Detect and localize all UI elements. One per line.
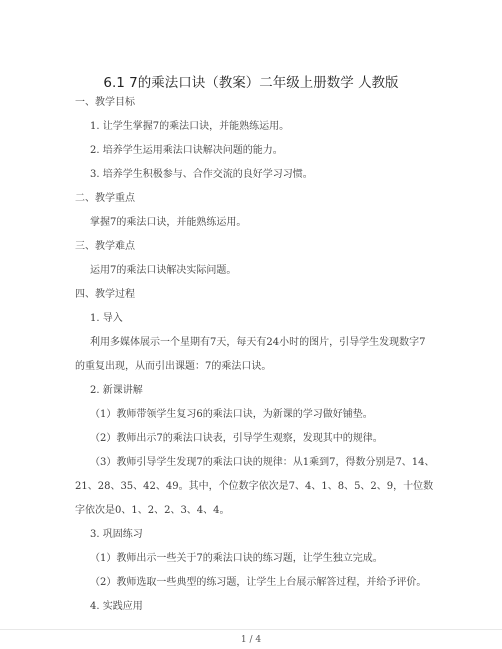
new-lesson-item-3: （3）教师引导学生发现7的乘法口诀的规律：从1乘到7，得数分别是7、14、21、28、35、42、49。其中，个位数字依次是7、4、1、8、5、2、9，十位数字依次是0、1、2、2、3、4、4。	[75, 457, 435, 516]
intro-paragraph: 利用多媒体展示一个星期有7天，每天有24小时的图片，引导学生发现数字7的重复出现，从而引出课题：7的乘法口诀。	[75, 337, 426, 372]
section-heading-process: 四、教学过程	[75, 289, 135, 300]
objective-item-3: 3. 培养学生积极参与、合作交流的良好学习习惯。	[90, 169, 313, 180]
step-heading-practice: 3. 巩固练习	[90, 529, 143, 540]
footer-divider	[0, 629, 502, 630]
step-heading-intro: 1. 导入	[90, 313, 123, 324]
objective-item-2: 2. 培养学生运用乘法口诀解决问题的能力。	[90, 145, 283, 156]
step-heading-new-lesson: 2. 新课讲解	[90, 385, 143, 396]
practice-item-2: （2）教师选取一些典型的练习题，让学生上台展示解答过程，并给予评价。	[90, 577, 427, 588]
practice-item-1: （1）教师出示一些关于7的乘法口诀的练习题，让学生独立完成。	[90, 553, 383, 564]
section-heading-difficulties: 三、教学难点	[75, 241, 135, 252]
new-lesson-item-1: （1）教师带领学生复习6的乘法口诀，为新课的学习做好铺垫。	[90, 409, 373, 420]
new-lesson-item-2: （2）教师出示7的乘法口诀表，引导学生观察，发现其中的规律。	[90, 433, 383, 444]
document-title: 6.1 7的乘法口诀（教案）二年级上册数学 人教版	[103, 75, 399, 91]
difficulties-text: 运用7的乘法口诀解决实际问题。	[90, 265, 237, 276]
section-heading-key-points: 二、教学重点	[75, 193, 135, 204]
objective-item-1: 1. 让学生掌握7的乘法口诀，并能熟练运用。	[90, 121, 290, 132]
page-number: 1 / 4	[240, 635, 262, 645]
key-points-text: 掌握7的乘法口诀，并能熟练运用。	[90, 217, 247, 228]
step-heading-application: 4. 实践应用	[90, 601, 143, 612]
section-heading-objectives: 一、教学目标	[75, 97, 135, 108]
